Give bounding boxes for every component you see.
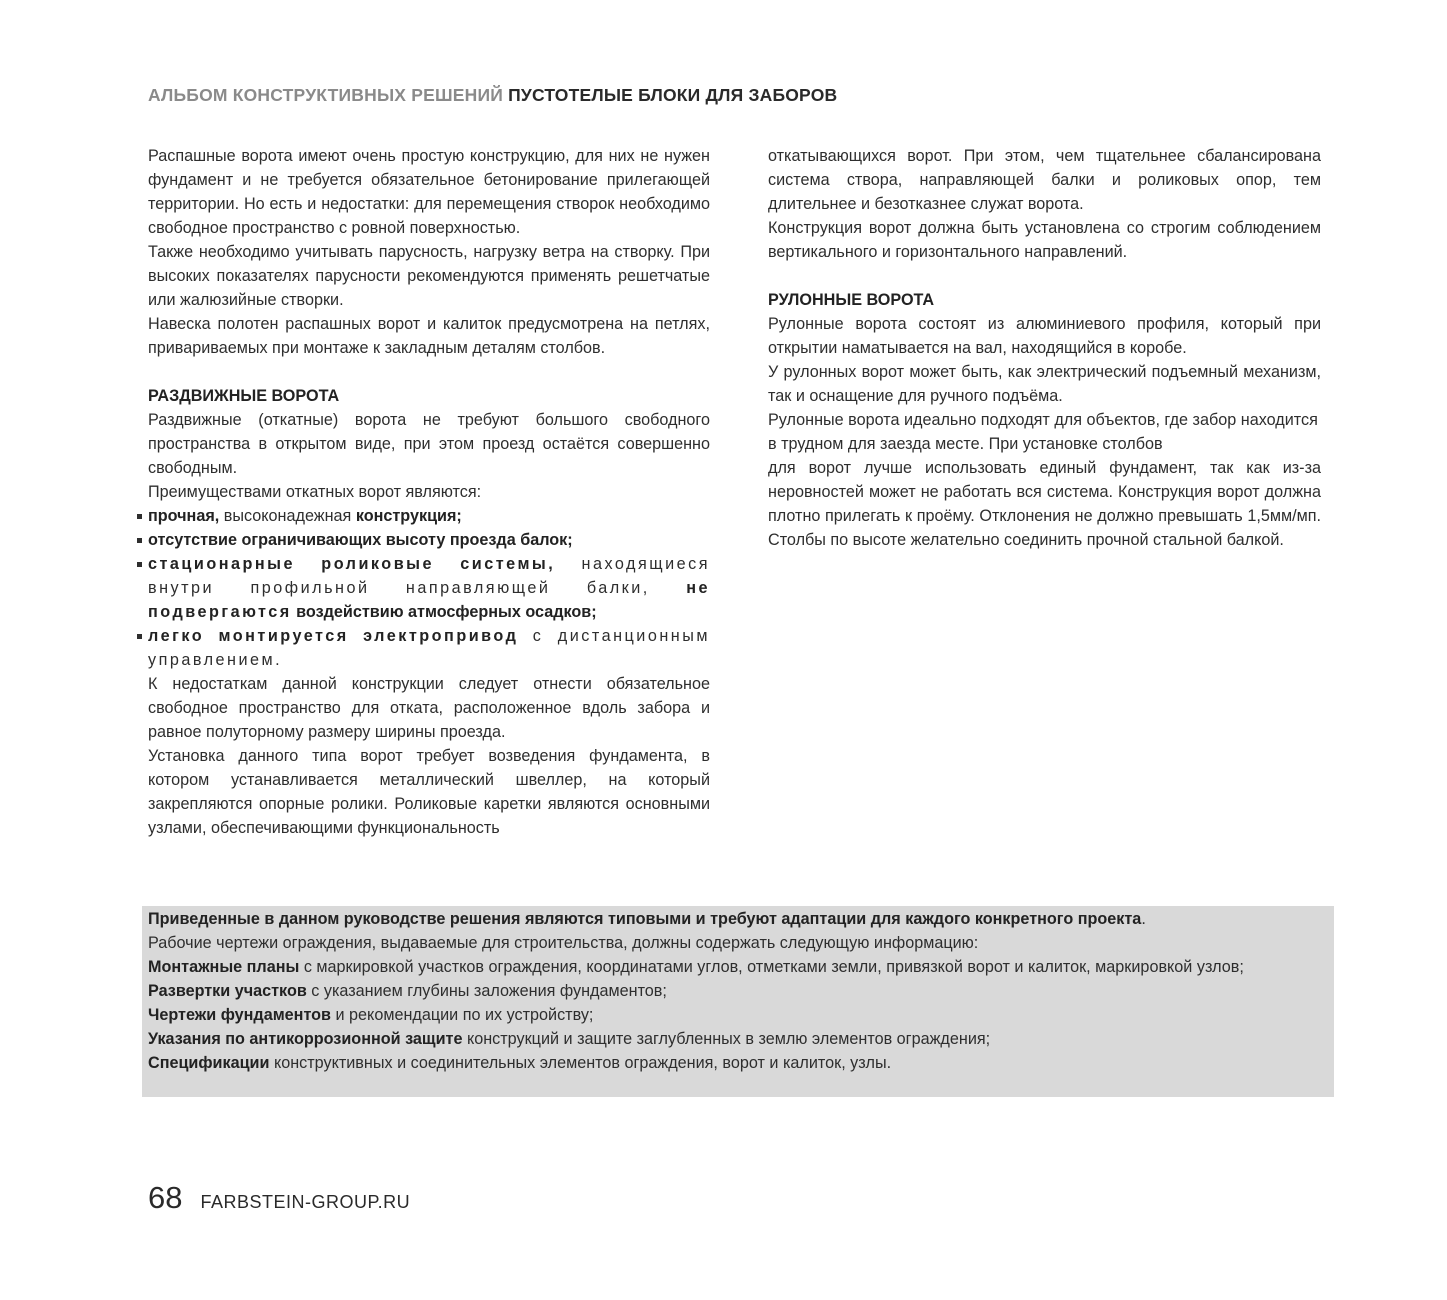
heading-roller-gates: РУЛОННЫЕ ВОРОТА	[768, 291, 935, 309]
paragraph: Рулонные ворота идеально подходят для объектов, где забор находится в трудном для заезда месте. При установке столбов	[768, 411, 1318, 453]
page-number: 68	[148, 1180, 183, 1215]
info-box	[142, 906, 1334, 1097]
album-title: АЛЬБОМ КОНСТРУКТИВНЫХ РЕШЕНИЙ	[148, 85, 504, 105]
paragraph: Навеска полотен распашных ворот и калиток предусмотрена на петлях, привариваемых при монтаже к закладным деталям столбов.	[148, 315, 710, 357]
list-item: прочная, высоконадежная конструкция;	[148, 504, 710, 528]
paragraph: откатывающихся ворот. При этом, чем тщательнее сбалансирована система створа, направляющей балки и роликовых опор, тем длительнее и безотказнее служат ворота.	[768, 147, 1321, 213]
page-header	[148, 85, 837, 106]
note-line: Чертежи фундаментов и рекомендации по их устройству;	[148, 1006, 594, 1024]
list-item: легко монтируется электропривод с дистанционным управлением.	[148, 624, 710, 672]
paragraph: Раздвижные (откатные) ворота не требуют большого свободного пространства в открытом виде, при этом проезд остаётся совершенно свободным.	[148, 411, 710, 477]
paragraph: Установка данного типа ворот требует возведения фундамента, в котором устанавливается металлический швеллер, на который закрепляются опорные ролики. Роликовые каретки являются основными узлами, обеспечивающими функциональность	[148, 747, 710, 837]
list-item: отсутствие ограничивающих высоту проезда балок;	[148, 528, 710, 552]
paragraph: Преимуществами откатных ворот являются:	[148, 483, 482, 501]
note-line: Спецификации конструктивных и соединительных элементов ограждения, ворот и калиток, узлы.	[148, 1054, 892, 1072]
paragraph: для ворот лучше использовать единый фундамент, так как из-за неровностей может не работать вся система. Конструкция ворот должна плотно прилегать к проёму. Отклонения не должно превышать 1,5мм/мп. Столбы по высоте желательно соединить прочной стальной балкой.	[768, 459, 1321, 549]
left-column	[148, 144, 710, 840]
right-column	[768, 144, 1321, 552]
paragraph: У рулонных ворот может быть, как электрический подъемный механизм, так и оснащение для ручного подъёма.	[768, 363, 1321, 405]
note-line: Приведенные в данном руководстве решения являются типовыми и требуют адаптации для каждого конкретного проекта.	[148, 910, 1146, 928]
paragraph: К недостаткам данной конструкции следует отнести обязательное свободное пространство для отката, расположенное вдоль забора и равное полуторному размеру ширины проезда.	[148, 675, 710, 741]
paragraph: Рулонные ворота состоят из алюминиевого профиля, который при открытии наматывается на вал, находящийся в коробе.	[768, 315, 1321, 357]
heading-sliding-gates: РАЗДВИЖНЫЕ ВОРОТА	[148, 387, 340, 405]
paragraph: Конструкция ворот должна быть установлена со строгим соблюдением вертикального и горизонтального направлений.	[768, 219, 1321, 261]
advantages-list	[148, 504, 710, 672]
paragraph: Распашные ворота имеют очень простую конструкцию, для них не нужен фундамент и не требуется обязательное бетонирование прилегающей территории. Но есть и недостатки: для перемещения створок необходимо свободное пространство с ровной поверхностью.	[148, 147, 710, 237]
list-item: стационарные роликовые системы, находящиеся внутри профильной направляющей балки, не подвергаются воздействию атмосферных осадков;	[148, 552, 710, 624]
note-line: Монтажные планы с маркировкой участков ограждения, координатами углов, отметками земли, привязкой ворот и калиток, маркировкой узлов;	[148, 958, 1244, 976]
note-line: Указания по антикоррозионной защите конструкций и защите заглубленных в землю элементов ограждения;	[148, 1030, 991, 1048]
section-title: ПУСТОТЕЛЫЕ БЛОКИ ДЛЯ ЗАБОРОВ	[508, 85, 838, 105]
page-footer	[148, 1180, 410, 1216]
website-link[interactable]: FARBSTEIN-GROUP.RU	[200, 1192, 411, 1212]
paragraph: Также необходимо учитывать парусность, нагрузку ветра на створку. При высоких показателях парусности рекомендуются применять решетчатые или жалюзийные створки.	[148, 243, 710, 309]
note-line: Рабочие чертежи ограждения, выдаваемые для строительства, должны содержать следующую информацию:	[148, 934, 979, 952]
note-line: Развертки участков с указанием глубины заложения фундаментов;	[148, 982, 667, 1000]
